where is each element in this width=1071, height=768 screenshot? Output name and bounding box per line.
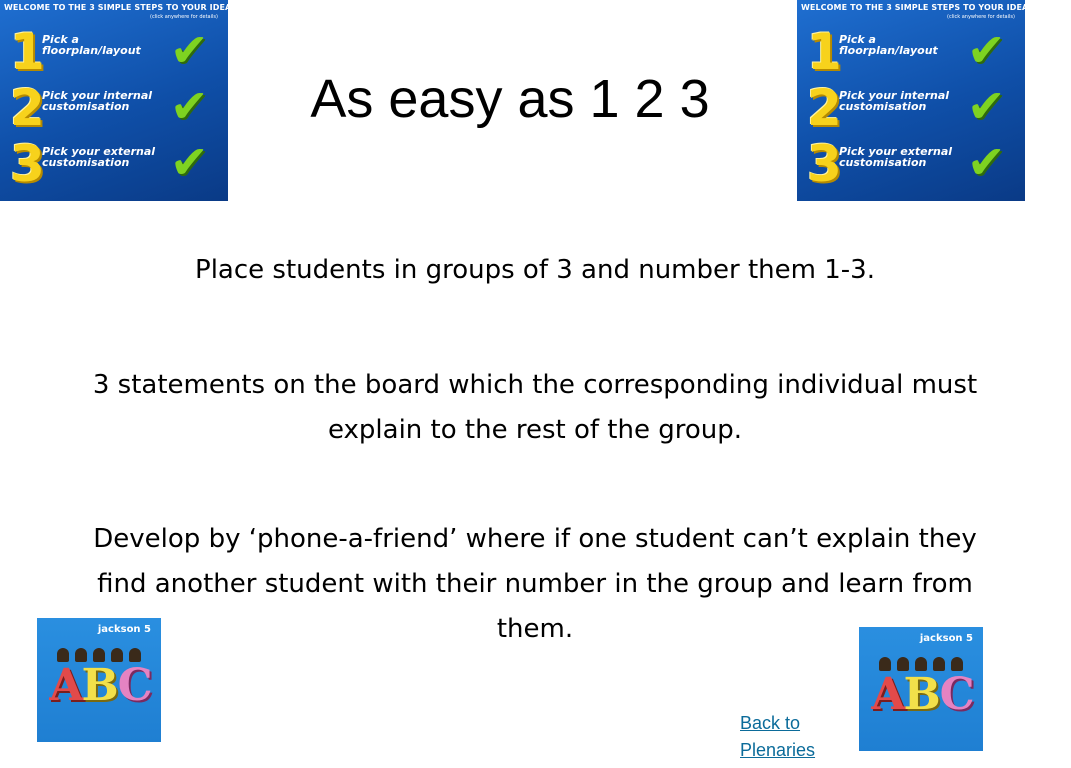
back-link-line-2[interactable]: Plenaries bbox=[740, 740, 816, 760]
letter-a: A bbox=[871, 669, 904, 720]
banner-subheader: (click anywhere for details) bbox=[150, 14, 218, 20]
step-number: 1 bbox=[10, 23, 45, 81]
step-label: Pick your external customisation bbox=[42, 145, 156, 169]
banner-step-1 bbox=[797, 24, 1025, 80]
abc-album-image-right bbox=[859, 627, 983, 751]
letter-c: C bbox=[117, 660, 151, 711]
letter-c: C bbox=[939, 669, 973, 720]
step-number: 2 bbox=[807, 79, 842, 137]
step-number: 3 bbox=[10, 135, 45, 193]
step-number: 3 bbox=[807, 135, 842, 193]
checkmark-icon: ✔ bbox=[170, 135, 209, 189]
album-brand: jackson 5 bbox=[919, 633, 973, 644]
body-paragraph-2: 3 statements on the board which the corresponding individual must explain to the rest of the group. bbox=[92, 370, 978, 445]
step-label: Pick a floorplan/layout bbox=[839, 33, 938, 57]
back-link-line-1[interactable]: Back to bbox=[740, 713, 801, 733]
step-number: 1 bbox=[807, 23, 842, 81]
checkmark-icon: ✔ bbox=[170, 23, 209, 77]
step-label: Pick your internal customisation bbox=[839, 89, 950, 113]
banner-subheader: (click anywhere for details) bbox=[947, 14, 1015, 20]
letter-b: B bbox=[903, 669, 940, 720]
checkmark-icon: ✔ bbox=[967, 79, 1006, 133]
album-letters bbox=[45, 656, 155, 716]
body-paragraph-1: Place students in groups of 3 and number them 1-3. bbox=[195, 255, 875, 285]
banner-header: WELCOME TO THE 3 SIMPLE STEPS TO YOUR IDEAL DESIGN bbox=[801, 3, 1071, 12]
checkmark-icon: ✔ bbox=[967, 23, 1006, 77]
steps-banner-image-right bbox=[797, 0, 1071, 201]
banner-step-2 bbox=[797, 80, 1025, 136]
abc-album-image-left bbox=[37, 618, 161, 742]
step-number: 2 bbox=[10, 79, 45, 137]
album-letters bbox=[867, 665, 977, 725]
body-paragraph-3: Develop by ‘phone-a-friend’ where if one student can’t explain they find another student with their number in the group and learn from them. bbox=[93, 524, 977, 644]
banner-step-2 bbox=[0, 80, 228, 136]
banner-step-3 bbox=[797, 136, 1025, 192]
back-to-plenaries-link[interactable] bbox=[740, 710, 840, 764]
checkmark-icon: ✔ bbox=[170, 79, 209, 133]
slide-body bbox=[70, 248, 1000, 676]
banner-header: WELCOME TO THE 3 SIMPLE STEPS TO YOUR IDEAL DESIGN bbox=[4, 3, 275, 12]
banner-step-1 bbox=[0, 24, 228, 80]
steps-banner-image-left bbox=[0, 0, 275, 201]
banner-step-3 bbox=[0, 136, 228, 192]
step-label: Pick your internal customisation bbox=[42, 89, 153, 113]
letter-b: B bbox=[81, 660, 118, 711]
album-brand: jackson 5 bbox=[97, 624, 151, 635]
step-label: Pick a floorplan/layout bbox=[42, 33, 141, 57]
step-label: Pick your external customisation bbox=[839, 145, 953, 169]
slide-title: As easy as 1 2 3 bbox=[310, 69, 710, 129]
letter-a: A bbox=[49, 660, 82, 711]
checkmark-icon: ✔ bbox=[967, 135, 1006, 189]
